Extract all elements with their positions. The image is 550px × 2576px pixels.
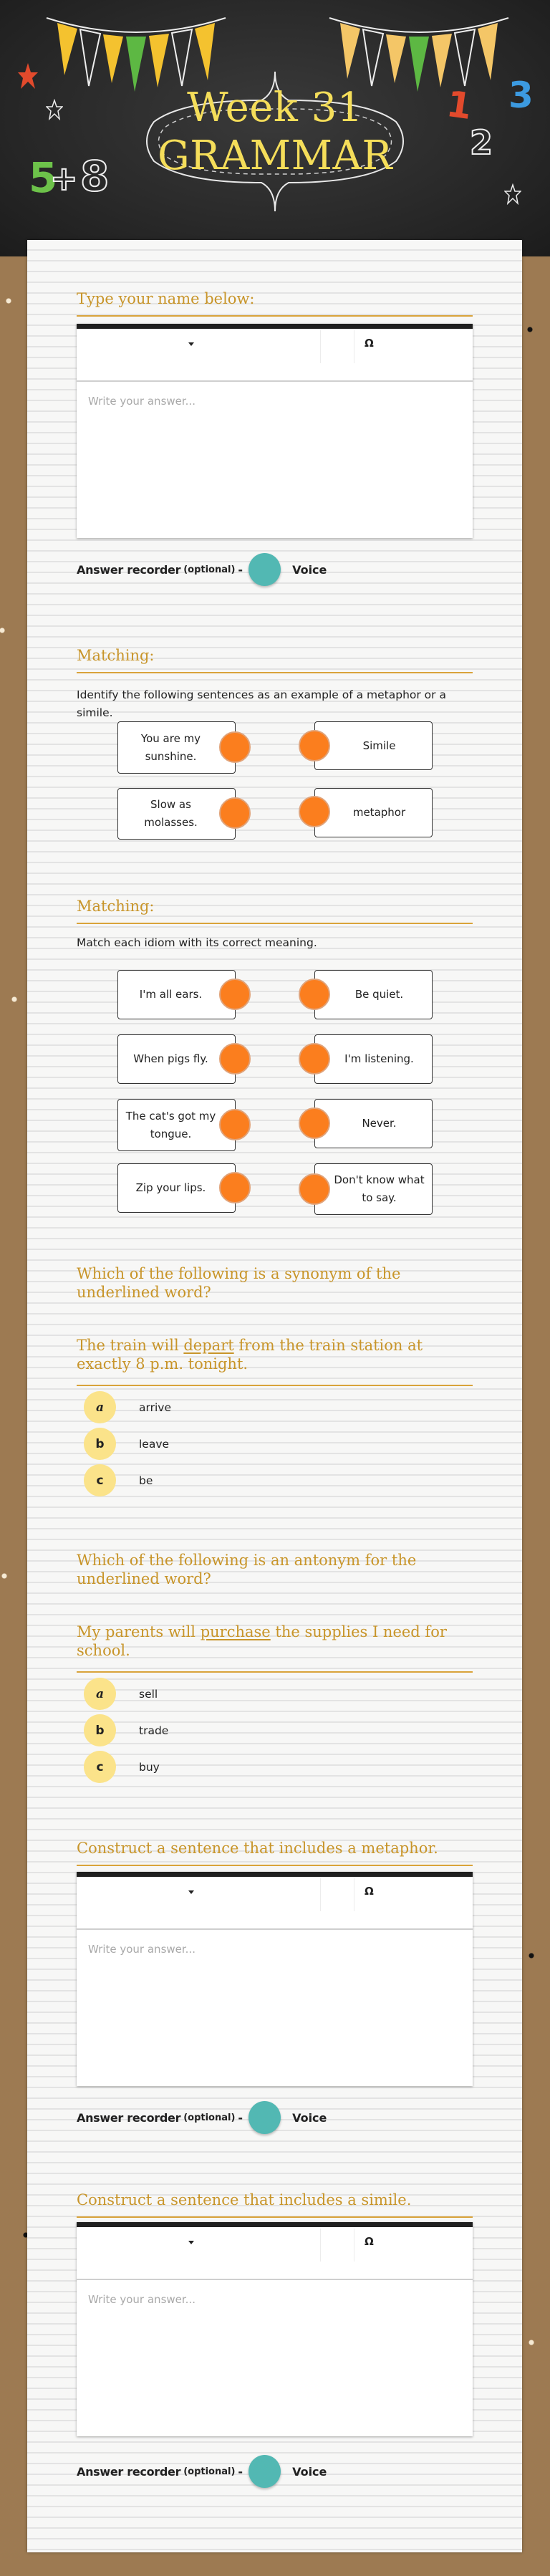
option-letter-badge: c	[84, 1751, 116, 1783]
question-simile-sentence	[77, 2191, 473, 2479]
caret-down-icon	[188, 342, 194, 346]
question-sentence	[77, 1336, 473, 1373]
option-letter-badge: b	[84, 1428, 116, 1460]
question-instruction: Match each idiom with its correct meaning.	[77, 936, 317, 949]
question-title: Construct a sentence that includes a simile.	[77, 2191, 412, 2209]
match-text: The cat's got my tongue.	[125, 1109, 216, 1140]
match-text: Don't know what to say.	[334, 1173, 425, 1204]
match-text: Zip your lips.	[135, 1181, 206, 1194]
white-star-icon	[504, 183, 521, 205]
title-rule	[77, 1865, 473, 1866]
match-text: You are my sunshine.	[140, 731, 201, 763]
title-rule	[77, 1671, 473, 1673]
question-matching-idioms	[77, 897, 473, 1204]
match-text: I'm all ears.	[139, 988, 203, 1001]
sentence-text: the supplies I need for school.	[77, 1623, 447, 1659]
match-connector-left[interactable]	[219, 1043, 251, 1075]
match-connector-left[interactable]	[219, 797, 251, 829]
record-voice-button[interactable]	[249, 2455, 281, 2488]
answer-editor	[77, 1872, 473, 2086]
underlined-word: depart	[183, 1337, 234, 1354]
chalk-number-three: 3	[508, 75, 534, 116]
answer-editor	[77, 2222, 473, 2436]
sentence-text: My parents will	[77, 1623, 201, 1640]
recorder-dash: -	[238, 2110, 243, 2125]
match-connector-left[interactable]	[219, 1172, 251, 1203]
format-dropdown[interactable]	[77, 1877, 320, 1911]
match-right-item[interactable]	[314, 1163, 433, 1215]
white-star-icon	[46, 99, 63, 120]
match-connector-left[interactable]	[219, 1109, 251, 1140]
toolbar-button[interactable]	[321, 1877, 354, 1911]
match-text: When pigs fly.	[133, 1052, 208, 1065]
recorder-dash: -	[238, 562, 243, 577]
recorder-optional: (optional)	[183, 564, 236, 575]
question-prompt: Which of the following is an antonym for the underlined word?	[77, 1552, 417, 1587]
chalk-number-five: 5	[29, 153, 58, 202]
record-voice-button[interactable]	[249, 2101, 281, 2134]
match-connector-right[interactable]	[299, 1043, 330, 1075]
special-character-button[interactable]: Ω	[365, 2235, 374, 2248]
chalk-number-eight: 8	[80, 152, 110, 201]
option-text: leave	[139, 1437, 170, 1451]
title-rule	[77, 923, 473, 924]
answer-option-c[interactable]	[77, 1751, 473, 1783]
recorder-label: Answer recorder	[77, 2464, 181, 2479]
answer-input[interactable]	[77, 1930, 473, 2086]
voice-label: Voice	[292, 2464, 327, 2479]
answer-input[interactable]	[77, 2280, 473, 2436]
question-prompt: Which of the following is a synonym of the underlined word?	[77, 1265, 401, 1301]
match-right-item[interactable]	[314, 721, 433, 770]
match-connector-left[interactable]	[219, 979, 251, 1010]
title-rule	[77, 2216, 473, 2218]
match-right-item[interactable]	[314, 1099, 433, 1148]
question-instruction: Identify the following sentences as an example of a metaphor or a simile.	[77, 688, 446, 719]
question-matching-figurative	[77, 646, 473, 829]
answer-option-c[interactable]	[77, 1464, 473, 1496]
match-text: I'm listening.	[344, 1052, 414, 1065]
question-antonym	[77, 1551, 473, 1774]
match-connector-left[interactable]	[219, 731, 251, 763]
match-text: Simile	[362, 739, 396, 752]
option-text: sell	[139, 1687, 158, 1701]
option-letter-badge: a	[84, 1678, 116, 1710]
answer-input[interactable]	[77, 382, 473, 538]
match-connector-right[interactable]	[299, 730, 330, 761]
match-right-item[interactable]	[314, 788, 433, 837]
title-rule	[77, 672, 473, 673]
option-letter-badge: a	[84, 1391, 116, 1423]
voice-label: Voice	[292, 2110, 327, 2125]
voice-label: Voice	[292, 562, 327, 577]
toolbar-button[interactable]	[321, 2227, 354, 2262]
match-left-item[interactable]	[117, 788, 236, 840]
question-synonym	[77, 1264, 473, 1488]
question-name	[77, 289, 473, 577]
red-star-icon	[17, 62, 39, 90]
match-left-item[interactable]	[117, 1163, 236, 1213]
answer-recorder	[77, 553, 327, 586]
question-title: Construct a sentence that includes a metaphor.	[77, 1840, 438, 1857]
match-text: Slow as molasses.	[144, 798, 198, 829]
match-connector-right[interactable]	[299, 796, 330, 827]
chalk-number-two: 2	[470, 123, 493, 162]
record-voice-button[interactable]	[249, 553, 281, 586]
editor-toolbar	[77, 329, 473, 382]
title-rule	[77, 315, 473, 317]
toolbar-button[interactable]	[321, 329, 354, 363]
editor-toolbar	[77, 1877, 473, 1930]
recorder-optional: (optional)	[183, 2466, 236, 2477]
special-character-button[interactable]: Ω	[365, 337, 374, 350]
match-right-item[interactable]	[314, 970, 433, 1019]
question-title: Type your name below:	[77, 290, 255, 307]
chalk-number-one: 1	[444, 82, 475, 128]
special-character-button[interactable]: Ω	[365, 1885, 374, 1898]
sentence-text: from the train station at exactly 8 p.m. tonight.	[77, 1337, 423, 1373]
option-letter-badge: c	[84, 1464, 116, 1496]
underlined-word: purchase	[200, 1623, 271, 1640]
match-connector-right[interactable]	[299, 1173, 330, 1205]
option-text: arrive	[139, 1400, 171, 1414]
match-connector-right[interactable]	[299, 979, 330, 1010]
match-left-item[interactable]	[117, 970, 236, 1019]
question-metaphor-sentence	[77, 1839, 473, 2125]
match-text: metaphor	[352, 806, 406, 819]
header-banner	[0, 0, 550, 256]
match-left-item[interactable]	[117, 1099, 236, 1151]
option-letter-badge: b	[84, 1714, 116, 1746]
match-left-item[interactable]	[117, 1034, 236, 1084]
question-sentence	[77, 1623, 473, 1660]
recorder-optional: (optional)	[183, 2112, 236, 2123]
format-dropdown[interactable]	[77, 329, 320, 363]
match-text: Be quiet.	[354, 988, 404, 1001]
match-right-item[interactable]	[314, 1034, 433, 1084]
answer-option-b[interactable]	[77, 1428, 473, 1460]
caret-down-icon	[188, 1890, 194, 1894]
caret-down-icon	[188, 2241, 194, 2244]
sentence-text: The train will	[77, 1337, 184, 1354]
answer-recorder	[77, 2455, 327, 2488]
title-rule	[77, 1385, 473, 1386]
option-text: be	[139, 1474, 153, 1487]
match-text: Never.	[362, 1117, 397, 1130]
chalk-plus-sign: +	[50, 159, 78, 198]
recorder-label: Answer recorder	[77, 2110, 181, 2125]
match-left-item[interactable]	[117, 721, 236, 774]
recorder-label: Answer recorder	[77, 562, 181, 577]
answer-recorder	[77, 2101, 327, 2134]
answer-option-a[interactable]	[77, 1391, 473, 1423]
format-dropdown[interactable]	[77, 2227, 320, 2262]
answer-option-b[interactable]	[77, 1714, 473, 1746]
recorder-dash: -	[238, 2464, 243, 2479]
editor-toolbar	[77, 2227, 473, 2280]
question-title: Matching:	[77, 898, 155, 915]
option-text: trade	[139, 1724, 169, 1737]
answer-option-a[interactable]	[77, 1678, 473, 1710]
match-connector-right[interactable]	[299, 1107, 330, 1139]
option-text: buy	[139, 1760, 160, 1774]
question-title: Matching:	[77, 647, 155, 664]
page-title-line2: GRAMMAR	[157, 133, 393, 179]
answer-editor	[77, 324, 473, 538]
page-title-line1: Week 31	[187, 85, 363, 131]
